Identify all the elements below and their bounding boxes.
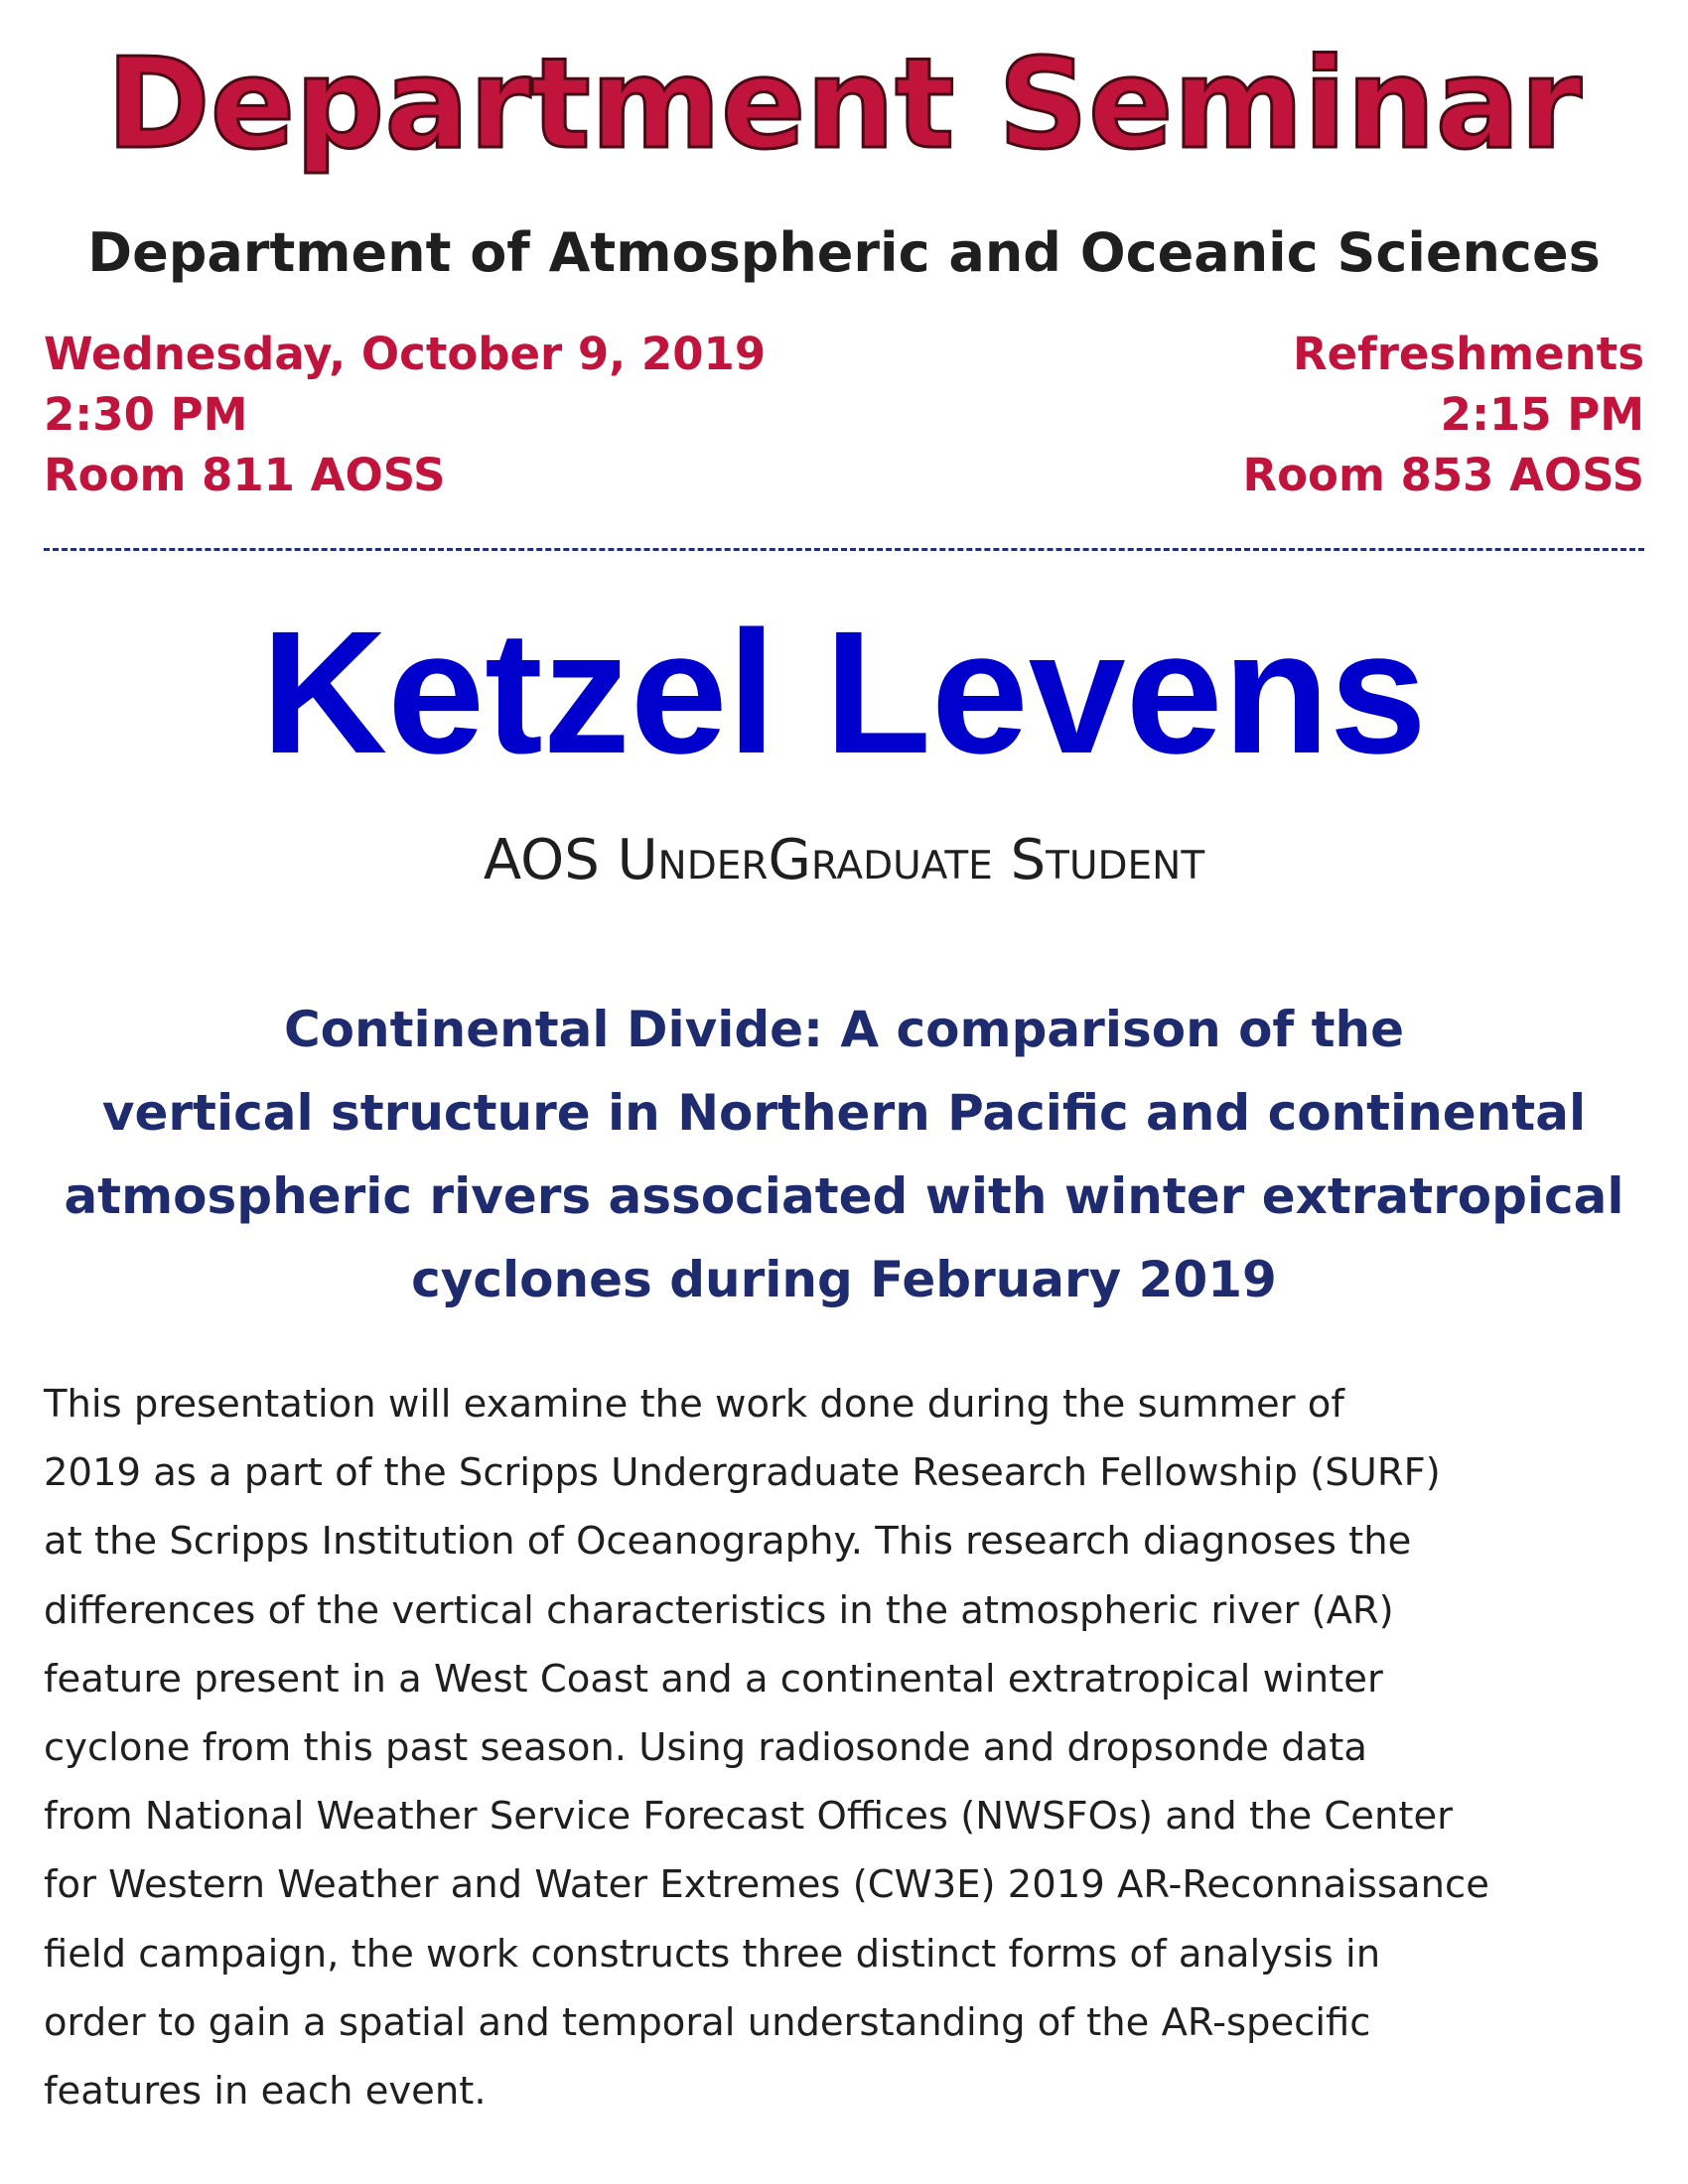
- seminar-details: [44, 324, 766, 505]
- department-name: Department of Atmospheric and Oceanic Sciences: [87, 221, 1601, 284]
- abstract-line: 2019 as a part of the Scripps Undergraduate Research Fellowship (SURF): [44, 1450, 1441, 1496]
- abstract-line: at the Scripps Institution of Oceanography. This research diagnoses the: [44, 1519, 1412, 1565]
- abstract-line: from National Weather Service Forecast Offices (NWSFOs) and the Center: [44, 1794, 1453, 1840]
- refreshments-details: [1242, 324, 1644, 505]
- refreshments-time: 2:15 PM: [1440, 388, 1644, 441]
- abstract-line: for Western Weather and Water Extremes (CW3E) 2019 AR-Reconnaissance: [44, 1862, 1489, 1908]
- talk-title-line: Continental Divide: A comparison of the: [283, 1001, 1404, 1058]
- abstract-line: features in each event.: [44, 2069, 487, 2115]
- abstract-line: field campaign, the work constructs three distinct forms of analysis in: [44, 1931, 1381, 1977]
- abstract-line: differences of the vertical characteristics in the atmospheric river (AR): [44, 1587, 1394, 1633]
- talk-title-line: vertical structure in Northern Pacific and continental: [101, 1084, 1587, 1142]
- dashed-divider: [44, 548, 1644, 551]
- refreshments-label: Refreshments: [1292, 328, 1644, 380]
- refreshments-room: Room 853 AOSS: [1242, 449, 1644, 501]
- talk-title: [40, 988, 1648, 1321]
- abstract: [44, 1370, 1648, 2125]
- seminar-title: Department Seminar: [106, 31, 1582, 177]
- speaker-name: Ketzel Levens: [261, 596, 1427, 790]
- talk-title-line: cyclones during February 2019: [411, 1251, 1277, 1308]
- speaker-role: AOS UnderGraduate Student: [483, 828, 1205, 892]
- abstract-line: This presentation will examine the work done during the summer of: [44, 1382, 1344, 1427]
- abstract-line: cyclone from this past season. Using radiosonde and dropsonde data: [44, 1725, 1367, 1771]
- talk-title-line: atmospheric rivers associated with winter extratropical: [64, 1167, 1624, 1225]
- seminar-time: 2:30 PM: [44, 388, 248, 441]
- seminar-room: Room 811 AOSS: [44, 449, 446, 501]
- abstract-line: order to gain a spatial and temporal understanding of the AR-specific: [44, 1999, 1371, 2045]
- seminar-date: Wednesday, October 9, 2019: [44, 328, 767, 380]
- abstract-line: feature present in a West Coast and a continental extratropical winter: [44, 1656, 1383, 1702]
